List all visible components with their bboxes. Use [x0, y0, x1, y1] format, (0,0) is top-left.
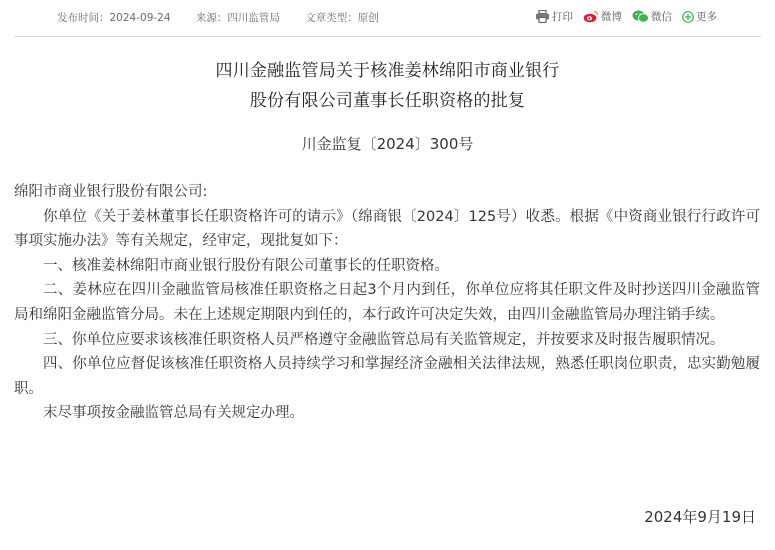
more-label: 更多: [696, 11, 717, 23]
share-bar: [535, 9, 717, 24]
paragraph: 四、你单位应督促该核准任职资格人员持续学习和掌握经济金融相关法律法规，熟悉任职岗位职责，忠实勤勉履职。: [14, 356, 760, 397]
source: 来源：四川监管局: [195, 12, 280, 24]
paragraph: 你单位《关于姜林董事长任职资格许可的请示》（绵商银〔2024〕125号）收悉。根据《中资商业银行行政许可事项实施办法》等有关规定，经审定，现批复如下：: [14, 208, 760, 250]
publish-time: 发布时间：2024-09-24: [57, 12, 171, 24]
document-body: [14, 180, 760, 426]
weibo-label: 微博: [601, 11, 622, 23]
wechat-icon: [632, 10, 649, 23]
wechat-button[interactable]: [632, 9, 672, 24]
document-date: 2024年9月19日: [644, 508, 756, 526]
paragraph: 末尽事项按金融监管总局有关规定办理。: [43, 405, 304, 422]
doc-type: 文章类型：原创: [305, 12, 379, 24]
article-meta: [57, 10, 401, 25]
print-button[interactable]: [535, 9, 573, 24]
title-line-1: 四川金融监管局关于核准姜林绵阳市商业银行: [215, 61, 560, 81]
weibo-icon: [583, 10, 599, 23]
paragraph: 三、你单位应要求该核准任职资格人员严格遵守金融监管总局有关监管规定，并按要求及时报告履职情况。: [43, 331, 725, 348]
paragraph: 一、核准姜林绵阳市商业银行股份有限公司董事长的任职资格。: [43, 257, 449, 274]
print-label: 打印: [552, 11, 573, 23]
paragraph: 二、姜林应在四川金融监管局核准任职资格之日起3个月内到任，你单位应将其任职文件及时抄送四川金融监管局和绵阳金融监管分局。未在上述规定期限内到任的，本行政许可决定失效，由四川金融监管局办理注销手续。: [14, 282, 760, 323]
wechat-label: 微信: [651, 11, 672, 23]
header-divider: [14, 36, 761, 37]
more-button[interactable]: [682, 9, 717, 24]
print-icon: [535, 10, 550, 23]
weibo-button[interactable]: [583, 9, 622, 24]
title-line-2: 股份有限公司董事长任职资格的批复: [249, 91, 526, 111]
salutation: 绵阳市商业银行股份有限公司:: [14, 184, 208, 200]
page-title: [0, 56, 775, 116]
plus-circle-icon: [682, 11, 694, 23]
document-number: 川金监复〔2024〕300号: [301, 135, 474, 153]
